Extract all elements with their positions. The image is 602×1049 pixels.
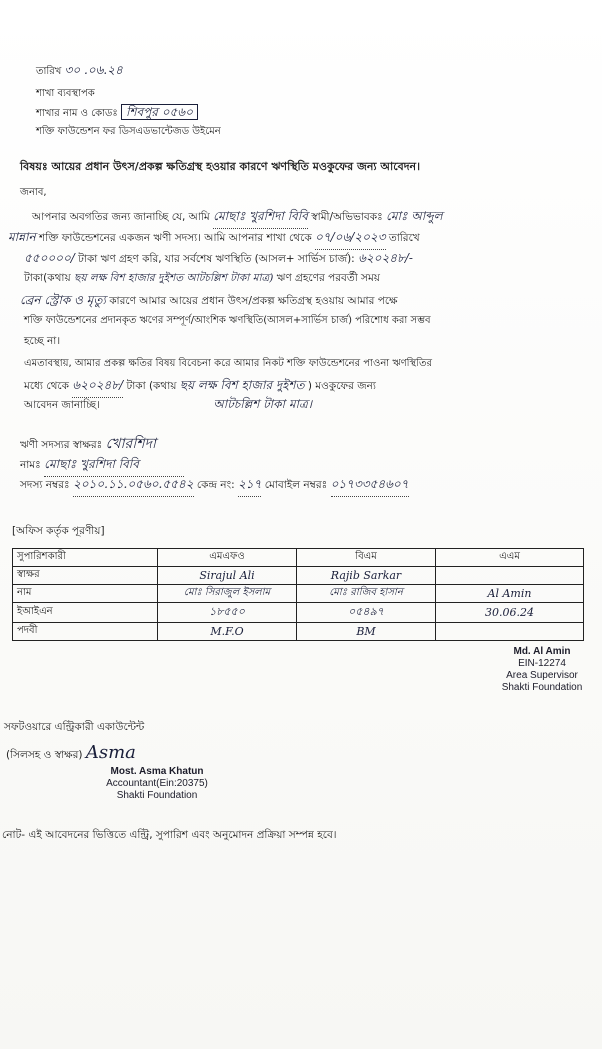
balance-words-handwritten: ছয় লক্ষ বিশ হাজার দুইশত আটচল্লিশ টাকা মাত্র)	[73, 272, 274, 284]
row-label-name: নাম	[13, 585, 158, 603]
branch-label: শাখার নাম ও কোডঃ	[36, 108, 118, 119]
body-text: শক্তি ফাউন্ডেশনের একজন ঋণী সদস্য। আমি আপনার শাখা থেকে	[38, 232, 312, 244]
note: নোট- এই আবেদনের ভিত্তিতে এন্ট্রি, সুপারিশ এবং অনুমোদন প্রক্রিয়া সম্পন্ন হবে।	[2, 829, 337, 841]
body-text: মধ্যে থেকে	[24, 380, 69, 392]
date-label: তারিখ	[36, 66, 62, 77]
body-text: টাকা(কথায়	[24, 272, 71, 284]
body-text: আপনার অবগতির জন্য জানাচ্ছি যে, আমি	[32, 211, 210, 223]
body-text: কারণে আমার আয়ের প্রধান উৎস/প্রকল্প ক্ষতিগ্রস্থ হওয়ায় আমার পক্ষে	[109, 295, 398, 307]
loan-amount-handwritten: ৫৫০০০০/	[24, 251, 75, 265]
row-label-ein: ইআইএন	[13, 603, 158, 623]
accountant-signature: Asma	[85, 742, 136, 763]
header-am: এএম	[436, 549, 584, 567]
entry-seal-label: (সিলসহ ও স্বাক্ষর)	[6, 749, 83, 761]
body-text: আবেদন জানাচ্ছি।	[24, 399, 100, 411]
seal-org: Shakti Foundation	[501, 682, 583, 693]
subject: বিষয়ঃ আয়ের প্রধান উৎস/প্রকল্প ক্ষতিগ্রস্থ হওয়ার কারণে ঋণস্থিতি মওকুফের জন্য আবেদন।	[20, 160, 421, 173]
body-line-3	[24, 250, 413, 270]
body-line-4	[24, 271, 380, 288]
header-recommender: সুপারিশকারী	[13, 549, 158, 567]
body-line-2	[8, 229, 420, 250]
office-section-title: [অফিস কর্তৃক পূরণীয়]	[12, 525, 105, 537]
mfo-ein: ১৮৫৫০	[158, 603, 297, 623]
header-bm: বিএম	[297, 549, 436, 567]
mobile-number: ০১৭৩৩৫৪৬০৭	[331, 476, 409, 497]
member-signature-label: ঋণী সদস্যর স্বাক্ষরঃ	[20, 439, 103, 451]
header-mfo: এমএফও	[158, 549, 297, 567]
member-id-line	[20, 476, 409, 497]
body-text: ঋণ গ্রহণের পরবর্তী সময়	[276, 272, 380, 284]
row-label-signature: স্বাক্ষর	[13, 567, 158, 585]
mfo-signature: Sirajul Ali	[158, 567, 297, 585]
bm-name: মোঃ রাজিব হাসান	[297, 585, 436, 603]
request-line-2	[24, 377, 376, 398]
balance-handwritten: ৬২০২৪৮/-	[358, 251, 413, 265]
seal-ein: Accountant(Ein:20375)	[106, 778, 208, 789]
branch-value: শিবপুর ০৫৬০	[121, 104, 198, 120]
bm-designation: BM	[297, 623, 436, 641]
organization-line: শক্তি ফাউন্ডেশন ফর ডিসএডভান্টেজড উইমেন	[36, 126, 221, 137]
waiver-amount-handwritten: ৬২০২৪৮/	[72, 377, 123, 398]
body-line-6: শক্তি ফাউন্ডেশনের প্রদানকৃত ঋণের সম্পূর্ণ/আংশিক ঋণস্থিতি(আসল+সার্ভিস চার্জ) পরিশোধ করা সম্ভব	[24, 315, 431, 326]
branch-line	[36, 104, 198, 124]
member-signature: খোরশিদা	[105, 436, 156, 452]
member-name-line	[20, 456, 184, 477]
table-row	[13, 623, 584, 641]
body-text: তারিখে	[388, 232, 420, 244]
office-table	[12, 548, 584, 641]
table-row	[13, 567, 584, 585]
loan-date-handwritten: ০৭/০৬/২০২৩	[315, 229, 386, 250]
accountant-seal	[92, 766, 222, 802]
body-text: স্বামী/অভিভাবকঃ	[311, 211, 383, 223]
entry-seal-line	[6, 742, 136, 765]
date-value: ৩০ .০৬.২৪	[64, 63, 123, 77]
member-name-label: নামঃ	[20, 459, 41, 471]
member-id: ২০১০.১১.০৫৬০.৫৫৪২	[73, 476, 194, 497]
body-line-1	[32, 208, 443, 229]
body-text: ) মওকুফের জন্য	[307, 380, 376, 392]
member-id-label: সদস্য নম্বরঃ	[20, 479, 70, 491]
am-date: 30.06.24	[436, 603, 584, 623]
bm-ein: ০৫৪৯৭	[297, 603, 436, 623]
mfo-name: মোঃ সিরাজুল ইসলাম	[158, 585, 297, 603]
am-signature	[436, 567, 584, 585]
member-name-handwritten: মোছাঃ খুরশিদা বিবি	[213, 208, 308, 229]
waiver-words-cont: আটচল্লিশ টাকা মাত্র।	[213, 397, 313, 411]
seal-org: Shakti Foundation	[116, 790, 198, 801]
waiver-words-handwritten: ছয় লক্ষ বিশ হাজার দুইশত	[179, 378, 305, 392]
guardian-name-handwritten: মোঃ আব্দুল	[386, 209, 443, 223]
row-label-designation: পদবী	[13, 623, 158, 641]
table-row	[13, 585, 584, 603]
office-table-header	[13, 549, 584, 567]
mfo-designation: M.F.O	[158, 623, 297, 641]
seal-name: Most. Asma Khatun	[110, 766, 204, 777]
body-text: টাকা (কথায়	[126, 380, 177, 392]
body-text: টাকা ঋণ গ্রহণ করি, যার সর্বশেষ ঋণস্থিতি (আসল+ সার্ভিস চার্জ):	[78, 253, 355, 265]
request-line-1: এমতাবস্থায়, আমার প্রকল্প ক্ষতির বিষয় বিবেচনা করে আমার নিকট শক্তি ফাউন্ডেশনের পাওনা ঋণস্থিতির	[24, 358, 433, 369]
member-signature-line	[20, 432, 156, 456]
seal-ein: EIN-12274	[518, 658, 566, 669]
center-label: কেন্দ্র নং:	[196, 479, 235, 491]
reason-handwritten: ব্রেন স্ট্রোক ও মৃত্যু	[20, 293, 106, 307]
date-line	[36, 62, 123, 82]
body-line-5	[20, 292, 398, 312]
center-number: ২১৭	[238, 476, 261, 497]
table-row	[13, 603, 584, 623]
guardian-name-cont: মান্নান	[8, 230, 36, 244]
recipient-title: শাখা ব্যবস্থাপক	[36, 88, 95, 99]
member-name: মোছাঃ খুরশিদা বিবি	[44, 456, 184, 477]
bm-signature: Rajib Sarkar	[297, 567, 436, 585]
seal-title: Area Supervisor	[506, 670, 578, 681]
body-line-7: হচ্ছে না।	[24, 335, 61, 347]
area-supervisor-seal	[486, 646, 598, 694]
seal-name: Md. Al Amin	[513, 646, 571, 657]
am-name: Al Amin	[436, 585, 584, 603]
am-designation	[436, 623, 584, 641]
mobile-label: মোবাইল নম্বরঃ	[264, 479, 328, 491]
request-line-3	[24, 396, 312, 416]
salutation: জনাব,	[20, 187, 47, 198]
entry-title: সফটওয়ারে এন্ট্রিকারী একাউন্টেন্ট	[4, 721, 145, 733]
